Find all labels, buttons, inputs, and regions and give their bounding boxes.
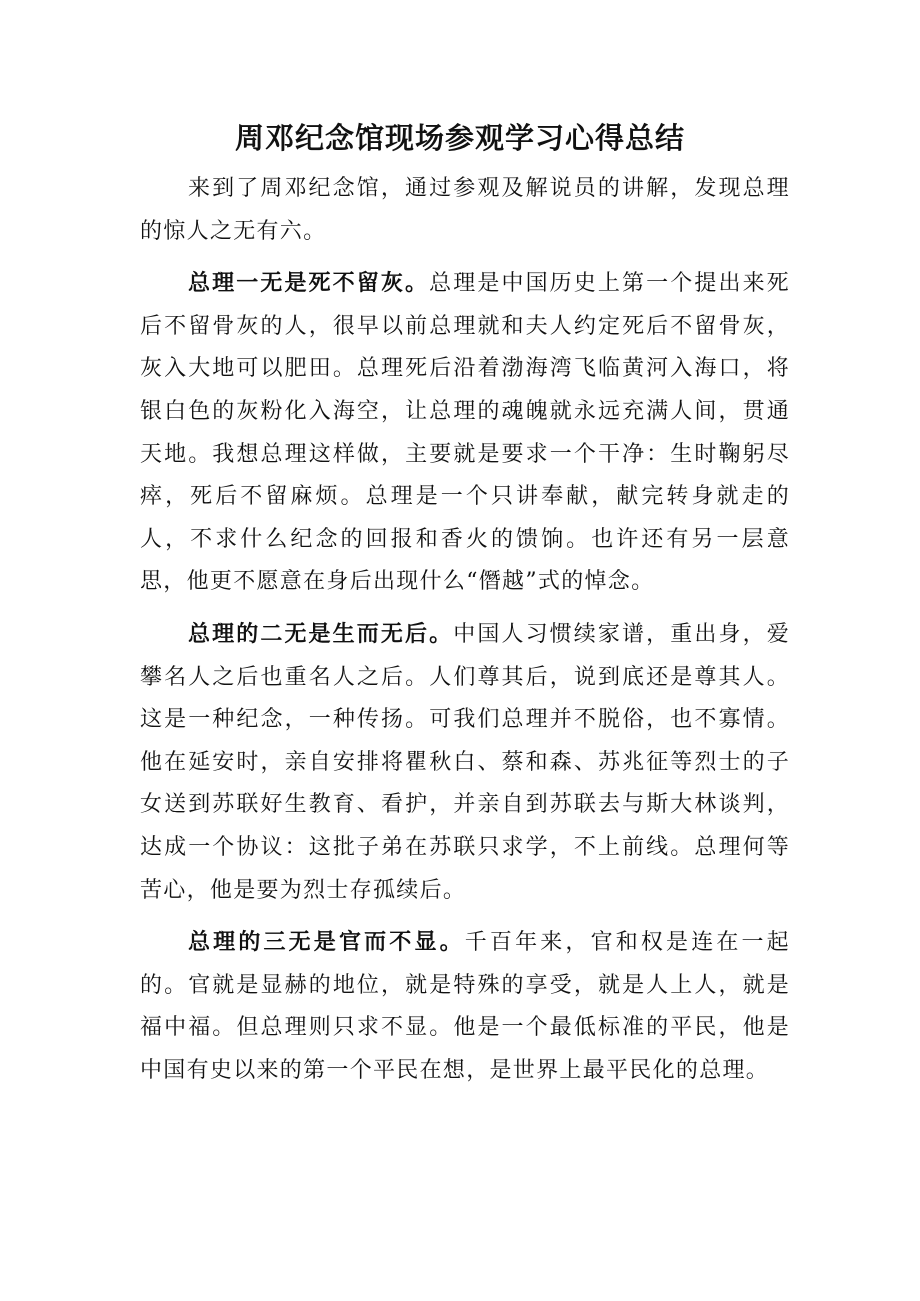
paragraph-second-point bbox=[140, 614, 790, 912]
paragraph-lead: 总理的三无是官而不显。 bbox=[188, 930, 465, 956]
paragraph-first-point bbox=[140, 263, 790, 604]
paragraph-lead: 总理的二无是生而无后。 bbox=[188, 621, 454, 647]
document-body bbox=[140, 168, 790, 1092]
paragraph-text: 总理是中国历史上第一个提出来死后不留骨灰的人，很早以前总理就和夫人约定死后不留骨灰，灰入大地可以肥田。总理死后沿着渤海湾飞临黄河入海口，将银白色的灰粉化入海空，让总理的魂魄就永远充满人间，贯通天地。我想总理这样做，主要就是要求一个干净：生时鞠躬尽瘁，死后不留麻烦。总理是一个只讲奉献，献完转身就走的人，不求什么纪念的回报和香火的馈饷。也许还有另一层意思，他更不愿意在身后出现什么“僭越”式的悼念。 bbox=[140, 271, 790, 595]
paragraph-text: 千百年来，官和权是连在一起的。官就是显赫的地位，就是特殊的享受，就是人上人，就是福中福。但总理则只求不显。他是一个最低标准的平民，他是中国有史以来的第一个平民在想，是世界上最平民化的总理。 bbox=[140, 930, 790, 1083]
paragraph-third-point bbox=[140, 922, 790, 1092]
page-title: 周邓纪念馆现场参观学习心得总结 bbox=[234, 121, 685, 155]
paragraph-intro bbox=[140, 168, 790, 253]
paragraph-text: 来到了周邓纪念馆，通过参观及解说员的讲解，发现总理的惊人之无有六。 bbox=[140, 176, 790, 244]
paragraph-text: 中国人习惯续家谱，重出身，爱攀名人之后也重名人之后。人们尊其后，说到底还是尊其人。这是一种纪念，一种传扬。可我们总理并不脱俗，也不寡情。他在延安时，亲自安排将瞿秋白、蔡和森、苏兆征等烈士的子女送到苏联好生教育、看护，并亲自到苏联去与斯大林谈判，达成一个协议：这批子弟在苏联只求学，不上前线。总理何等苦心，他是要为烈士存孤续后。 bbox=[140, 621, 790, 903]
paragraph-lead: 总理一无是死不留灰。 bbox=[188, 271, 430, 297]
